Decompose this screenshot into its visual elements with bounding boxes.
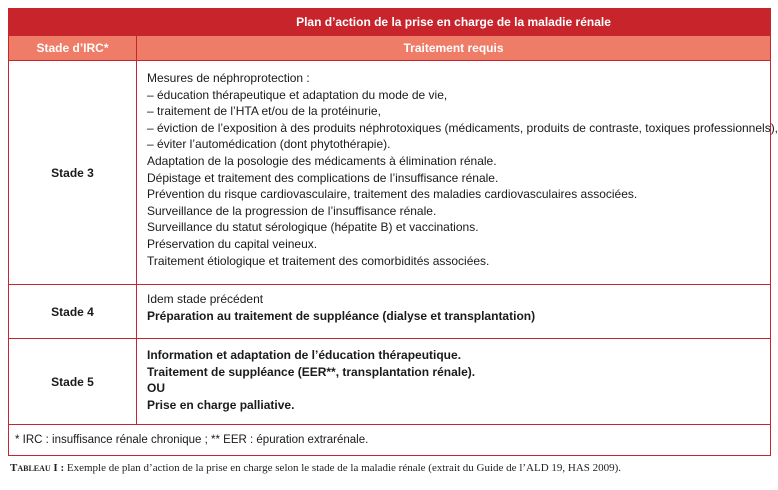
treatment-line: – éducation thérapeutique et adaptation du mode de vie, (147, 87, 448, 102)
column-header-stage: Stade d’IRC* (9, 36, 137, 61)
stage-label: Stade 4 (9, 285, 137, 339)
treatment-line: Prise en charge palliative. (147, 397, 295, 412)
treatment-line: – traitement de l’HTA et/ou de la protéinurie, (147, 104, 381, 119)
table-corner (9, 9, 137, 36)
treatment-line: Préparation au traitement de suppléance (dialyse et transplantation) (147, 308, 536, 323)
action-plan-table (8, 8, 778, 456)
treatment-cell (137, 339, 771, 425)
treatment-line: Dépistage et traitement des complications de l’insuffisance rénale. (147, 170, 499, 185)
treatment-line: Mesures de néphroprotection : (147, 71, 310, 85)
treatment-line: Adaptation de la posologie des médicaments à élimination rénale. (147, 153, 497, 168)
treatment-line: Information et adaptation de l’éducation thérapeutique. (147, 348, 462, 362)
treatment-line: Traitement de suppléance (EER**, transplantation rénale). (147, 364, 476, 379)
treatment-cell (137, 61, 778, 285)
treatment-line: Prévention du risque cardiovasculaire, traitement des maladies cardiovasculaires associées. (147, 187, 638, 202)
treatment-line: – éviction de l’exposition à des produits néphrotoxiques (médicaments, produits de contraste, toxiques professionnels), (147, 120, 778, 135)
treatment-line: Surveillance du statut sérologique (hépatite B) et vaccinations. (147, 220, 479, 235)
treatment-line: Surveillance de la progression de l’insuffisance rénale. (147, 203, 437, 218)
table-row-stade-4 (9, 285, 771, 339)
treatment-cell (137, 285, 771, 339)
table-row-stade-5 (9, 339, 771, 425)
table-footnote: * IRC : insuffisance rénale chronique ; ** EER : épuration extrarénale. (9, 425, 771, 456)
treatment-line: Traitement étiologique et traitement des comorbidités associées. (147, 253, 490, 268)
table-caption (10, 462, 621, 474)
caption-label: Tableau I : (10, 462, 65, 474)
treatment-line: – éviter l’automédication (dont phytothérapie). (147, 137, 391, 152)
table-row-stade-3 (9, 61, 771, 285)
treatment-line: Préservation du capital veineux. (147, 236, 318, 251)
treatment-line: Idem stade précédent (147, 292, 264, 306)
table-title: Plan d’action de la prise en charge de la maladie rénale (137, 9, 771, 36)
stage-label: Stade 3 (9, 61, 137, 285)
column-header-treatment: Traitement requis (137, 36, 771, 61)
caption-text: Exemple de plan d’action de la prise en charge selon le stade de la maladie rénale (extrait du Guide de l’ALD 19, HAS 2009). (64, 462, 622, 474)
treatment-line: OU (147, 381, 165, 396)
stage-label: Stade 5 (9, 339, 137, 425)
